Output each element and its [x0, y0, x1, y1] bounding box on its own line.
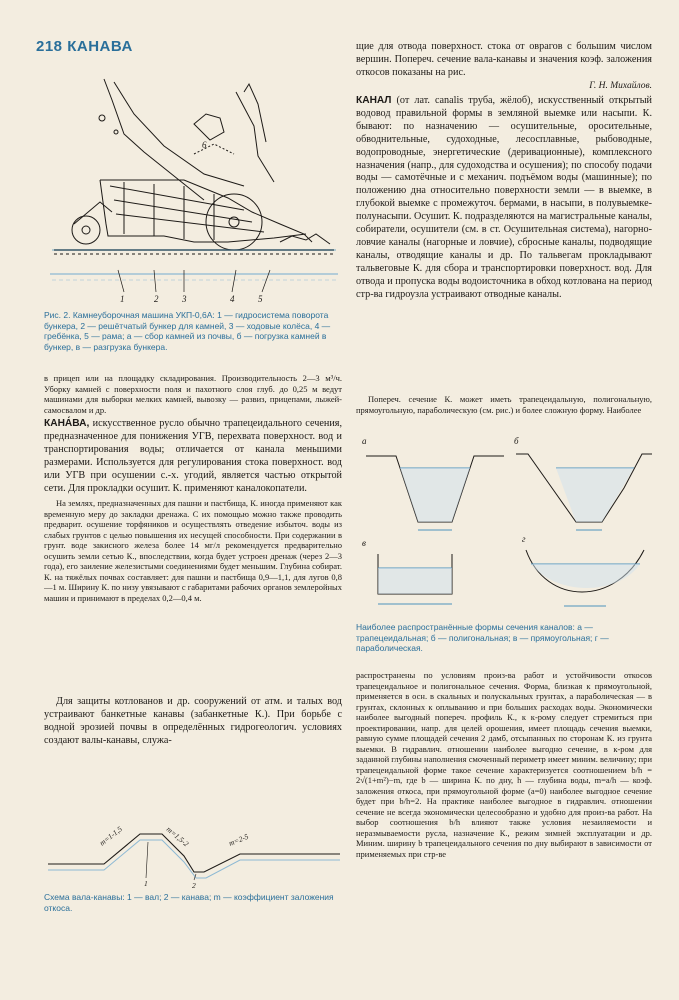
label-1: 1	[120, 294, 125, 304]
paragraph-section-intro: Попереч. сечение К. может иметь трапецеидальную, полигональную, прямоугольную, параболическую (см. рис.) и более сложную форму. Наиболее	[356, 394, 652, 415]
wheel-1	[72, 216, 100, 244]
paragraph-banket: Для защиты котлованов и др. сооружений от атм. и талых вод устраивают банкетные канавы (забанкетные К.). При борьбе с водной эрозией почвы в определённых гидрогеологич. условиях создают валы-канавы, служа-	[44, 696, 342, 746]
sections-drawing	[356, 428, 656, 618]
stone-b	[194, 114, 224, 140]
conveyor-top	[236, 92, 274, 182]
section-label-v: в	[362, 538, 366, 548]
sections-caption-box	[356, 622, 654, 654]
boom-outline-2	[114, 82, 244, 186]
hydraulic	[74, 202, 112, 224]
entry-kanal-box	[356, 95, 652, 391]
left-column-end	[44, 696, 342, 796]
paragraph-stones: в прицеп или на площадку складирования. Производительность 2—3 м³/ч. Уборку камней с поверхности поля и пахотного слоя глуб. до 0,25 м ведут машинами для выборки мелких камней, вывозку — развиз, прицепами, лыжей-самосвалом и др.	[44, 373, 342, 415]
section-label-a: а	[362, 436, 367, 446]
machine-figure	[44, 74, 344, 308]
entry-kanava-body: искусственное русло обычно трапецеидального сечения, предназначенное для понижения УГВ, перехвата поверхност. вод и транспортирования воды; отличается от канала меньшими размерами. Используется для регулирования стока поверхност. вод или УГВ при осушении с.-х. угодий, является частью открытой сети. Для прокладки осушит. К. применяют каналокопатели.	[44, 418, 342, 494]
paragraph-kanava-small: На землях, предназначенных для пашни и пастбища, К. иногда применяют как временную меру до закладки дренажа. С их помощью можно также проводить предварит. осушение торфяников и осуществлять отведение избыточ. воды из слабых грунтов с целью повышения их несущей способности. При содержании в грунт. воде закисного железа более 14 мг/л рекомендуется предварительно осушить земли сетью К., впоследствии, когда будет устроен дренаж (через 2—3 года), его заиление железистыми соединениями будет меньшим. Глубина собират. К. на тяжёлых почвах составляет: для пашни и пастбища 0,9—1,1, для лугов 0,8—1 м. Ширину К. по низу увязывают с габаритами рабочих органов землеройных машин и принимают в пределах 0,2—0,4 м.	[44, 498, 342, 603]
val-kanava-figure	[44, 800, 344, 890]
label-6: 6	[202, 140, 207, 150]
bunker-top	[100, 180, 312, 242]
entry-kanal-head: КАНА́Л	[356, 95, 392, 106]
label-5: 5	[258, 294, 263, 304]
page-number: 218	[36, 38, 63, 55]
label-2: 2	[154, 294, 159, 304]
right-column-bottom	[356, 670, 652, 988]
slope-label-1: m=1-1,5	[97, 824, 124, 848]
val-kanava-caption: Схема вала-канавы: 1 — вал; 2 — канава; m — коэффициент заложения откоса.	[44, 892, 334, 913]
header-title: КАНАВА	[67, 38, 133, 55]
val-label-1: 1	[144, 879, 148, 888]
machine-caption-box	[44, 310, 342, 352]
signature-box	[356, 81, 652, 91]
left-column-text	[44, 373, 342, 683]
sections-figure	[356, 428, 656, 618]
label-3: 3	[182, 294, 187, 304]
slope-label-3: m=2-5	[227, 831, 250, 848]
entry-kanava-head: КАНА́ВА,	[44, 418, 90, 429]
section-intro-box	[356, 394, 652, 426]
running-header	[36, 38, 133, 55]
entry-kanal-body: (от лат. canalis труба, жёлоб), искусственный открытый водовод правильной формы в земляной выемке или насыпи. К. бывают: по назначению — осушительные, оросительные, обводнительные, судоходные, лесосплавные, рыбоводные, водопроводные, энергетические (деривационные), комплексного назначения (напр., для судоходства и осушения); по способу подачи воды — самотёчные и с механич. подъёмом воды (машинные); по положению дна относительно поверхности земли — в выемке, в глубокой выемке с промежуточ. бермами, в насыпи, в полувыемке-полунасыпи. Осушит. К. подразделяются на магистральные каналы, собиратели, осушители (см. в ст. Осушительная система), нагорно-ловчие каналы (нагорные и ловчие), сбросные каналы, подводящие каналы, отводящие каналы и др. По тальвегам прокладывают тальвеговые К. для сбора и транспортировки поверхност. вод. Для отвода и пропуска воды водоисточника в обход котлована на период стр-ва гидроузла устраивают отводные каналы.	[356, 95, 652, 300]
val-label-2: 2	[192, 881, 196, 890]
label-4: 4	[230, 294, 235, 304]
machine-drawing	[44, 74, 344, 308]
val-kanava-drawing	[44, 800, 344, 890]
val-kanava-caption-box	[44, 892, 342, 913]
sections-caption: Наиболее распространённые формы сечения каналов: а — трапецеидальная; б — полигональная; в — прямоугольная; г — параболическая.	[356, 622, 609, 653]
bunker-grid	[110, 186, 264, 232]
section-label-g: г	[522, 534, 526, 544]
profile-line	[48, 831, 340, 872]
author-signature: Г. Н. Михайлов.	[589, 81, 652, 91]
entry-kanal	[356, 95, 652, 302]
slope-label-2: m=1,5-2	[164, 824, 191, 849]
paragraph-sections-detail: распространены по условиям произ-ва работ и устойчивости откосов трапецеидальное и полигональное сечения. Форма, близкая к прямоугольной, применяется в осн. в скальных и полускальных грунтах, а параболическая — в грунтах, склонных к оплыванию и при больших расходах воды. Экономически наиболее выгодный попереч. профиль К., к к-рому следует стремиться при проектировании, напр. для целей орошения, имеет площадь сечения выемки, равную сумме площадей сечения 2 дамб, отсыпанных по сторонам К. из грунта выемки. В гидравлич. отношении наиболее выгодно сечение, в к-ром для заданной глубины наполнения смоченный периметр имеет миним. величину; при трапецеидальной форме такое сечение характеризуется соотношением b/h = 2√(1+m²)−m, где b — ширина К. по дну, h — глубина воды, m=a/h — коэф. заложения откоса, при прямоугольной форме (a=0) наиболее выгодное сечение будет при b/h=2. На практике наиболее выгодное в гидравлич. отношении сечение не всегда экономически целесообразно и удобно для произ-ва работ. На выбор соотношения b/h влияют также условия незаиляемости и неразмываемости русла, назначение К., режим зимней эксплуатации и др. Миним. ширину b трапецеидального сечения по дну выбирают в зависимости от применяемых при стр-ве	[356, 670, 652, 859]
section-label-b: б	[514, 436, 519, 446]
paragraph-val-kanava-cont: щие для отвода поверхност. стока от оврагов с большим числом вершин. Попереч. сечение вала-канавы и значения коэф. заложения откосов показаны на рис.	[356, 41, 652, 78]
right-column-top	[356, 41, 652, 83]
machine-caption: Рис. 2. Камнеуборочная машина УКП-0,6А: 1 — гидросистема поворота бункера, 2 — решётчатый бункер для камней, 3 — ходовые колёса, 4 — гребёнка, 5 — рама; а — сбор камней из почвы, б — погрузка камней в бункер, в — разгрузка бункера.	[44, 310, 331, 352]
entry-kanava	[44, 418, 342, 495]
